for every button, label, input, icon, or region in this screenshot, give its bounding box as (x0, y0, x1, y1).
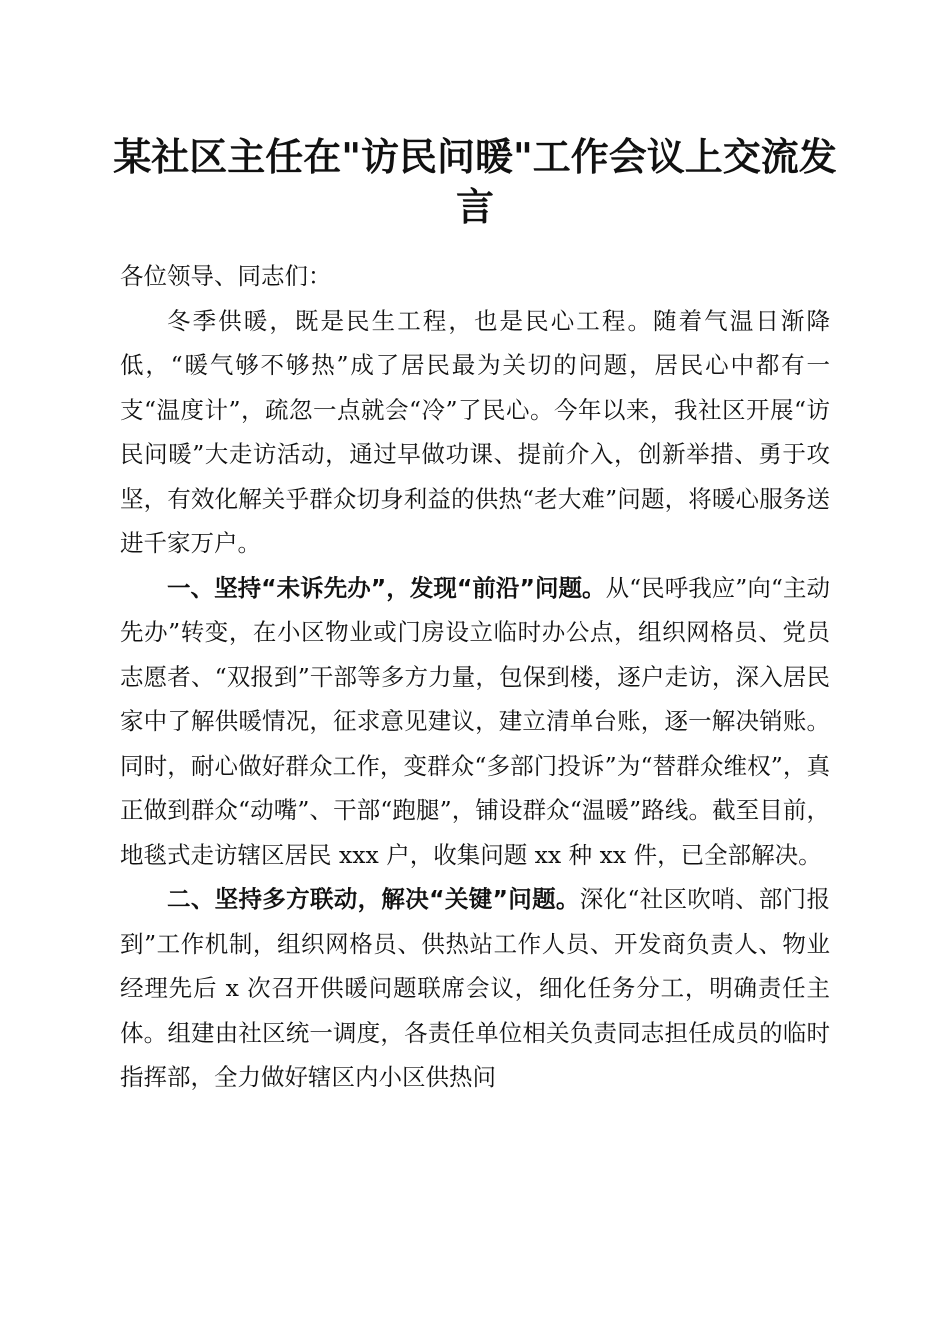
salutation: 各位领导、同志们： (120, 262, 332, 290)
document-body (120, 254, 830, 1100)
paragraph-section-1 (120, 566, 830, 878)
paragraph-text: 深化“社区吹哨、部门报到”工作机制，组织网格员、供热站工作人员、开发商负责人、物业经理先后 x 次召开供暖问题联席会议，细化任务分工，明确责任主体。组建由社区统一调度，各责任单位相关负责同志担任成员的临时指挥部，全力做好辖区内小区供热问 (120, 885, 831, 1091)
section-heading: 一、坚持“未诉先办”，发现“前沿”问题。 (167, 573, 606, 602)
paragraph-intro (120, 299, 830, 566)
paragraph-text: 从“民呼我应”向“主动先办”转变，在小区物业或门房设立临时办公点，组织网格员、党员志愿者、“双报到”干部等多方力量，包保到楼，逐户走访，深入居民家中了解供暖情况，征求意见建议，建立清单台账，逐一解决销账。同时，耐心做好群众工作，变群众“多部门投诉”为“替群众维权”，真正做到群众“动嘴”、干部“跑腿”，铺设群众“温暖”路线。截至目前，地毯式走访辖区居民 xxx 户，收集问题 xx 种 xx 件，已全部解决。 (120, 573, 830, 869)
paragraph-text: 冬季供暖，既是民生工程，也是民心工程。随着气温日渐降低，“暖气够不够热”成了居民最为关切的问题，居民心中都有一支“温度计”，疏忽一点就会“冷”了民心。今年以来，我社区开展“访民问暖”大走访活动，通过早做功课、提前介入，创新举措、勇于攻坚，有效化解关乎群众切身利益的供热“老大难”问题，将暖心服务送进千家万户。 (120, 306, 830, 557)
document-title: 某社区主任在"访民问暖"工作会议上交流发言 (113, 134, 837, 229)
section-heading: 二、坚持多方联动，解决“关键”问题。 (167, 885, 580, 913)
paragraph-section-2 (120, 877, 830, 1100)
